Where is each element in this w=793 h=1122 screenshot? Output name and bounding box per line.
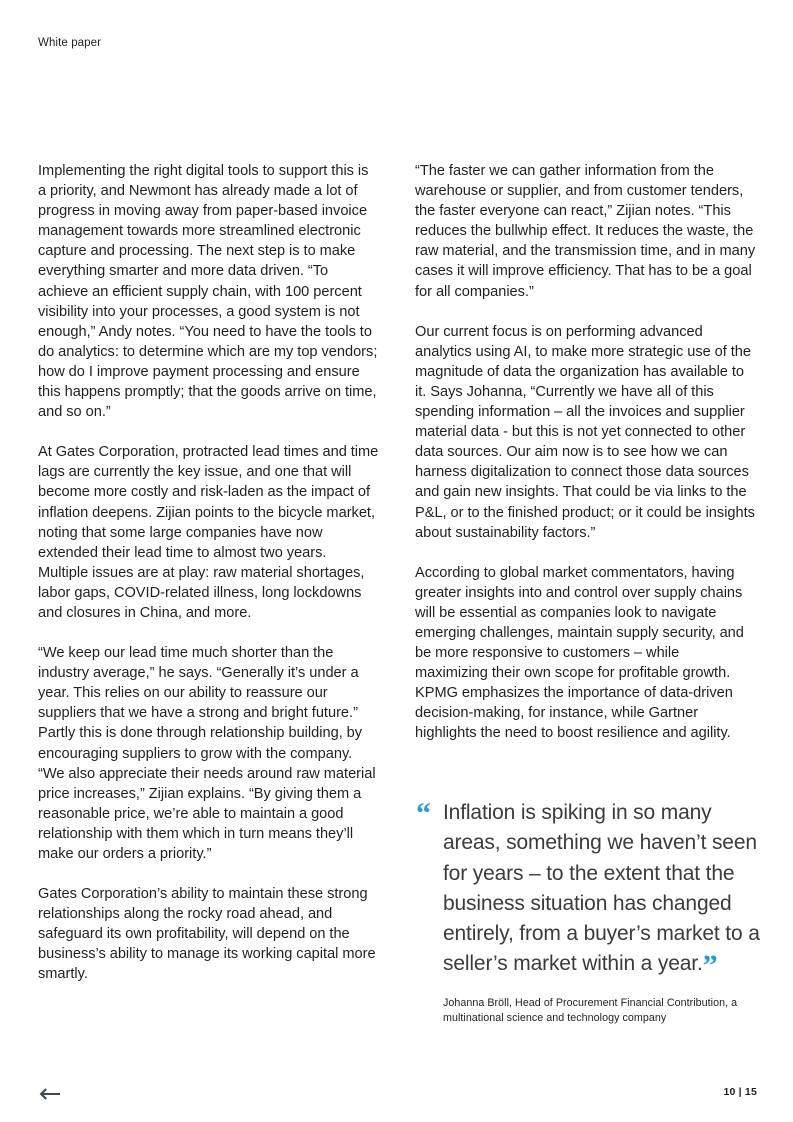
left-column [38,161,379,985]
page-header-label: White paper [38,37,102,49]
body-paragraph: “The faster we can gather information from the warehouse or supplier, and from customer tenders, the faster everyone can react,” Zijian notes. “This reduces the bullwhip effect. It reduces the waste, the raw material, and the transmission time, and in many cases it will improve efficiency. That has to be a goal for all companies.” [415,163,756,300]
body-paragraph: Gates Corporation’s ability to maintain these strong relationships along the rocky road ahead, and safeguard its own profitability, will depend on the business’s ability to manage its working capital more smartly. [38,886,376,983]
body-paragraph: Implementing the right digital tools to support this is a priority, and Newmont has already made a lot of progress in moving away from paper-based invoice management towards more streamlined electronic capture and processing. The next step is to make everything smarter and more data driven. “To achieve an efficient supply chain, with 100 percent visibility into your processes, a good system is not enough,” Andy notes. “You need to have the tools to do analytics: to determine which are my top vendors; how do I improve payment processing and ensure this happens promptly; that the goods arrive on time, and so on.” [38,163,378,421]
body-paragraph: Our current focus is on performing advanced analytics using AI, to make more strategic use of the magnitude of data the organization has available to it. Says Johanna, “Currently we have all of this spending information – all the invoices and supplier material data - but this is not yet connected to other data sources. Our aim now is to see how we can harness digitalization to connect those data sources and gain new insights. That could be via links to the P&L, or to the finished product; or it could be insights about sustainability factors.” [415,323,755,541]
body-paragraph: According to global market commentators, having greater insights into and control over supply chains will be essential as companies look to navigate emerging challenges, maintain supply security, and be more responsive to customers – while maximizing their own scope for profitable growth. KPMG emphasizes the importance of data-driven decision-making, for instance, while Gartner highlights the need to boost resilience and agility. [415,564,744,742]
pull-quote-attribution: Johanna Bröll, Head of Procurement Financial Contribution, a multinational science and technology company [443,996,738,1024]
quote-open-icon: “ [416,797,430,830]
arrow-left-icon [36,1085,62,1103]
pull-quote-text: Inflation is spiking in so many areas, something we haven’t seen for years – to the extent that the business situation has changed entirely, from a buyer’s market to a seller’s market within a year. [443,801,760,976]
body-paragraph: At Gates Corporation, protracted lead times and time lags are currently the key issue, and one that will become more costly and risk-laden as the impact of inflation deepens. Zijian points to the bicycle market, noting that some large companies have now extended their lead time to almost two years. Multiple issues are at play: raw material shortages, labor gaps, COVID-related illness, long lockdowns and closures in China, and more. [38,444,379,621]
pull-quote [416,798,760,1026]
page-number: 10 | 15 [723,1086,757,1098]
pull-quote-text-block [416,797,760,983]
back-arrow-button[interactable] [36,1085,62,1103]
body-paragraph: “We keep our lead time much shorter than the industry average,” he says. “Generally it’s under a year. This relies on our ability to reassure our suppliers that we have a strong and bright future.” Partly this is done through relationship building, by encouraging suppliers to grow with the company. “We also appreciate their needs around raw material price increases,” Zijian explains. “By giving them a reasonable price, we’re able to maintain a good relationship with them which in turn means they’ll make our orders a priority.” [38,645,376,862]
quote-close-icon: ” [702,949,717,983]
